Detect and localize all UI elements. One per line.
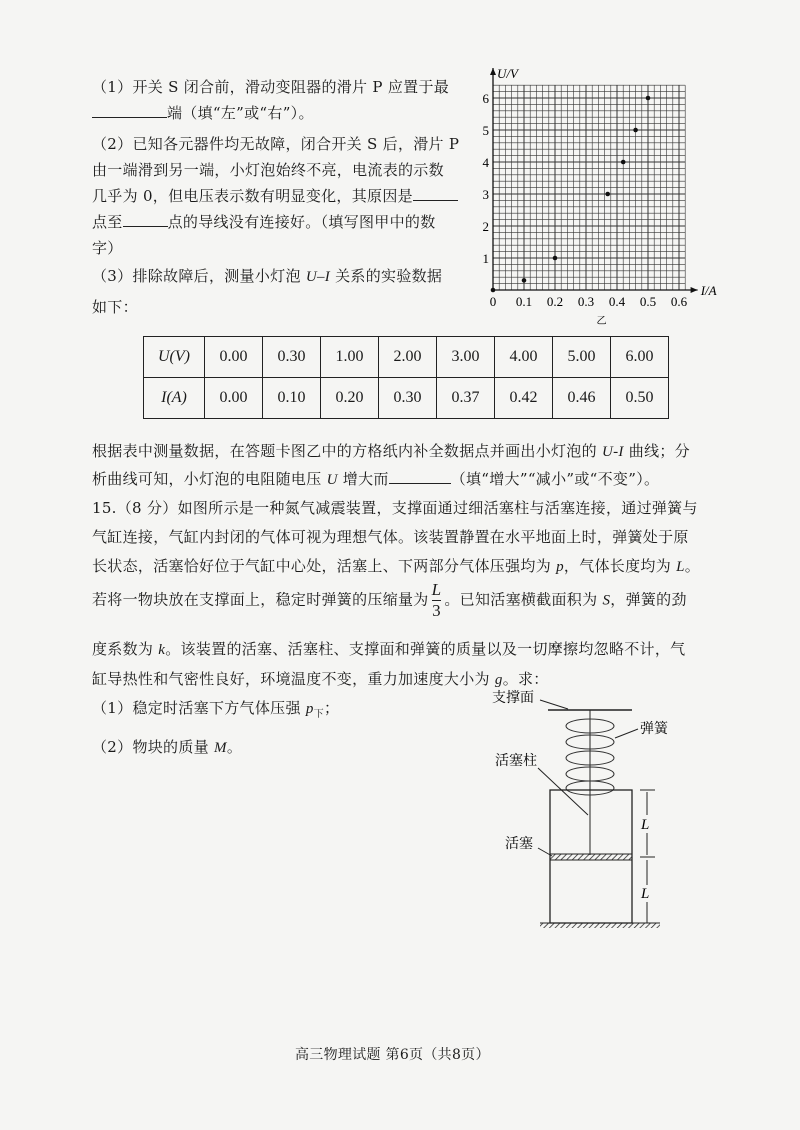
table-cell: 0.20 — [321, 378, 379, 419]
table-cell: 6.00 — [611, 337, 669, 378]
label-support-surface: 支撑面 — [492, 691, 534, 706]
table-row-current — [144, 378, 669, 419]
q14-part3-line4: 析曲线可知，小灯泡的电阻随电压 U 增大而 （填“增大”“减小”或“不变”）。 — [92, 470, 660, 488]
q14-part3-line3: 根据表中测量数据，在答题卡图乙中的方格纸内补全数据点并画出小灯泡的 U-I 曲线；分 — [92, 442, 690, 460]
u-i-chart — [470, 62, 730, 332]
leader-line — [540, 700, 568, 709]
leader-line — [538, 768, 588, 815]
table-cell: 0.37 — [437, 378, 495, 419]
table-cell: 0.50 — [611, 378, 669, 419]
table-cell: 0.30 — [379, 378, 437, 419]
label-piston-rod: 活塞柱 — [495, 754, 537, 769]
ground-hatch — [540, 923, 660, 928]
answer-blank — [123, 212, 168, 227]
q14-part2-line1: （2）已知各元器件均无故障，闭合开关 S 后，滑片 P — [92, 135, 460, 153]
answer-blank — [92, 103, 167, 118]
q14-part2-line4: 点至 点的导线没有连接好。（填写图甲中的数 — [92, 213, 436, 231]
data-table — [143, 336, 669, 419]
leader-line — [615, 729, 638, 738]
fraction-l-over-3: $\frac{L}{3}$ — [431, 580, 442, 620]
table-cell: 0.42 — [495, 378, 553, 419]
row-header: U(V) — [144, 337, 205, 378]
x-tick-label: 0.6 — [670, 294, 688, 309]
table-cell: 0.00 — [205, 378, 263, 419]
data-point — [621, 160, 626, 165]
x-tick-label: 0.5 — [639, 294, 657, 309]
y-tick-label: 3 — [482, 187, 489, 202]
q14-part1-line1: （1）开关 S 闭合前，滑动变阻器的滑片 P 应置于最 — [92, 78, 450, 96]
label-piston: 活塞 — [505, 837, 533, 852]
q15-line5: 度系数为 k。该装置的活塞、活塞柱、支撑面和弹簧的质量以及一切摩擦均忽略不计，气 — [92, 640, 686, 658]
table-cell: 0.00 — [205, 337, 263, 378]
table-cell: 0.46 — [553, 378, 611, 419]
table-cell: 5.00 — [553, 337, 611, 378]
y-tick-label: 2 — [482, 219, 489, 234]
q14-part2-line3: 几乎为 0，但电压表示数有明显变化，其原因是 — [92, 185, 458, 206]
y-tick-label: 1 — [482, 251, 489, 266]
q14-part3-line2: 如下： — [92, 298, 138, 316]
label-length-upper: L — [641, 817, 650, 833]
x-tick-label: 0.1 — [515, 294, 533, 309]
q15-line1: 15.（8 分）如图所示是一种氮气减震装置，支撑面通过细活塞柱与活塞连接，通过弹簧与 — [92, 499, 698, 517]
q14-part1-line2: 端（填“左”或“右”）。 — [92, 102, 314, 123]
q14-part2-line5: 字） — [92, 239, 123, 257]
data-point — [553, 256, 558, 261]
page-footer: 高三物理试题 第6页（共8页） — [295, 1047, 490, 1063]
x-axis-label: I/A — [700, 283, 717, 298]
length-dimension — [640, 790, 655, 923]
chart-caption: 乙 — [596, 316, 607, 327]
shock-absorber-diagram — [480, 680, 680, 930]
data-point — [522, 278, 527, 283]
answer-blank — [413, 186, 458, 201]
table-row-voltage — [144, 337, 669, 378]
data-point — [633, 128, 638, 133]
row-header: I(A) — [144, 378, 205, 419]
data-point — [646, 96, 651, 101]
q15-line2: 气缸连接，气缸内封闭的气体可视为理想气体。该装置静置在水平地面上时，弹簧处于原 — [92, 528, 689, 546]
data-point — [605, 192, 610, 197]
y-tick-label: 4 — [482, 155, 489, 170]
q15-sub2: （2）物块的质量 M。 — [92, 738, 243, 756]
answer-blank — [389, 469, 451, 484]
x-tick-label: 0.4 — [608, 294, 626, 309]
y-tick-label: 5 — [482, 123, 489, 138]
label-length-lower: L — [641, 886, 650, 902]
q15-line6: 缸导热性和气密性良好，环境温度不变，重力加速度大小为 g。求： — [92, 670, 549, 688]
q15-line3: 长状态，活塞恰好位于气缸中心处，活塞上、下两部分气体压强均为 p，气体长度均为 L。 — [92, 557, 701, 575]
table-cell: 0.10 — [263, 378, 321, 419]
piston — [550, 854, 632, 860]
table-cell: 3.00 — [437, 337, 495, 378]
y-axis-label: U/V — [497, 66, 518, 81]
x-axis-arrow — [691, 287, 698, 293]
q14-part2-line2: 由一端滑到另一端，小灯泡始终不亮，电流表的示数 — [92, 161, 444, 179]
x-tick-label: 0.2 — [546, 294, 564, 309]
label-spring: 弹簧 — [640, 722, 668, 737]
q15-sub1: （1）稳定时活塞下方气体压强 $p_下$； — [92, 699, 340, 720]
x-tick-label: 0.3 — [577, 294, 595, 309]
q15-line4: 若将一物块放在支撑面上，稳定时弹簧的压缩量为 $\frac{L}{3}$ 。已知活塞横截面积为 S，弹簧的劲 — [92, 580, 687, 620]
x-tick-label: 0 — [489, 294, 497, 309]
table-cell: 2.00 — [379, 337, 437, 378]
table-cell: 0.30 — [263, 337, 321, 378]
table-cell: 4.00 — [495, 337, 553, 378]
data-point — [491, 288, 496, 293]
y-tick-label: 6 — [482, 91, 489, 106]
table-cell: 1.00 — [321, 337, 379, 378]
q14-part3-line1: （3）排除故障后，测量小灯泡 U–I 关系的实验数据 — [92, 267, 443, 285]
y-axis-arrow — [490, 68, 496, 75]
